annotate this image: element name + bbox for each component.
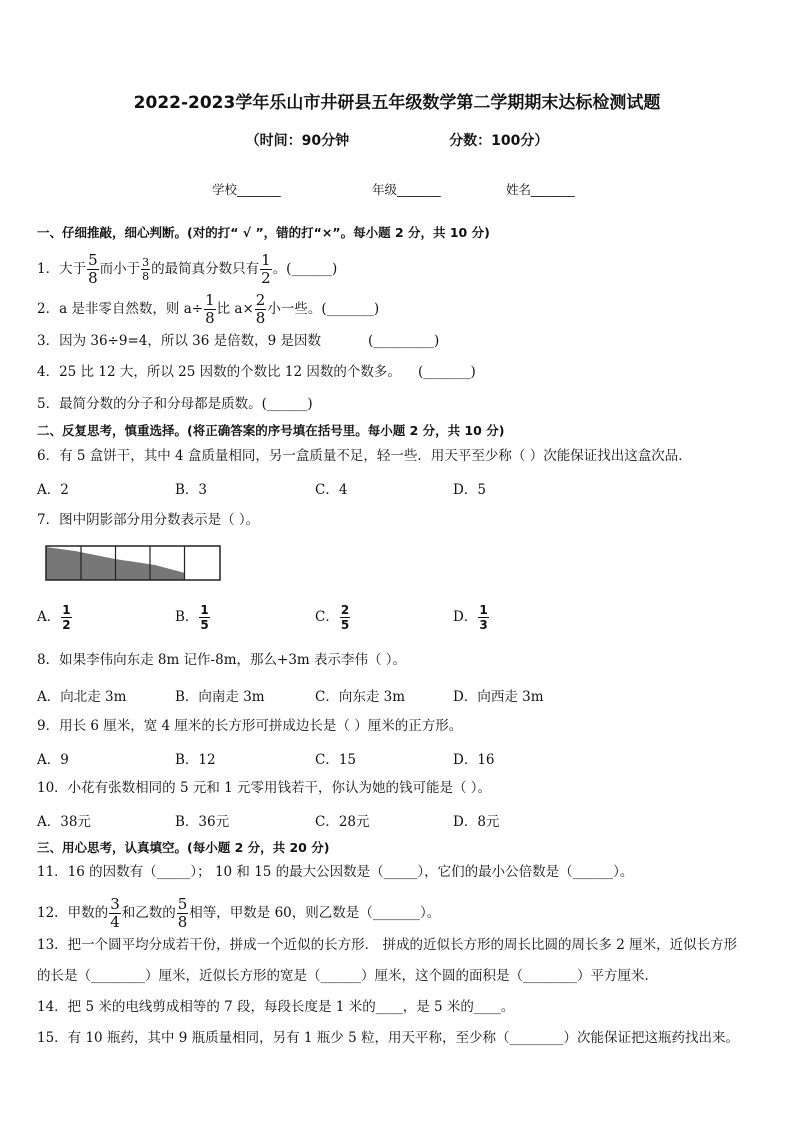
question-13-line-1: 13．把一个圆平均分成若干份，拼成一个近似的长方形． 拼成的近似长方形的周长比圆的周长多 2 厘米，近似长方形 — [37, 937, 738, 953]
q8-option-c: C．向东走 3m — [315, 689, 406, 705]
question-7: 7．图中阴影部分用分数表示是（ ）。 — [37, 512, 260, 528]
question-4: 4．25 比 12 大，所以 25 因数的个数比 12 因数的个数多。 — [37, 364, 401, 380]
grade-field: 年级_______ — [372, 182, 441, 197]
q10-option-b: B．36元 — [175, 814, 230, 830]
fraction: $\frac{1}{3}$ — [479, 603, 488, 632]
question-11: 11．16 的因数有（_____）； 10 和 15 的最大公因数是（_____），它们的最小公倍数是（______）。 — [37, 864, 634, 880]
q9-option-c: C．15 — [315, 752, 357, 768]
question-14: 14．把 5 米的电线剪成相等的 7 段，每段长度是 1 米的____，是 5 米的____。 — [37, 999, 515, 1015]
question-6: 6．有 5 盒饼干，其中 4 盒质量相同，另一盒质量不足，轻一些．用天平至少称（ ）次能保证找出这盒次品． — [37, 448, 692, 464]
fraction: $\frac{1}{5}$ — [200, 603, 209, 632]
fraction: $\frac{3}{4}$ — [110, 895, 120, 931]
name-field: 姓名_______ — [506, 182, 575, 197]
q10-option-d: D．8元 — [453, 814, 500, 830]
section-1-heading: 一、仔细推敲，细心判断。(对的打“ √ ”，错的打“×”。每小题 2 分，共 10 分) — [37, 225, 490, 240]
fraction: $\frac{1}{2}$ — [62, 603, 71, 632]
q6-option-d: D．5 — [453, 482, 486, 498]
q8-option-b: B．向南走 3m — [175, 689, 265, 705]
shaded-strip-figure — [45, 545, 221, 581]
q9-option-d: D．16 — [453, 752, 495, 768]
school-field: 学校_______ — [212, 182, 281, 197]
q6-option-b: B．3 — [175, 482, 208, 498]
fraction: $\frac{3}{8}$ — [142, 256, 150, 283]
exam-subtitle — [0, 130, 794, 150]
section-2-heading: 二、反复思考，慎重选择。(将正确答案的序号填在括号里。每小题 2 分，共 10 分) — [37, 423, 505, 438]
q8-option-d: D．向西走 3m — [453, 689, 544, 705]
question-5: 5．最简分数的分子和分母都是质数。(______) — [37, 396, 313, 412]
question-3-answer-blank: (_________) — [368, 333, 440, 349]
question-2: 2．a 是非零自然数，则 a÷ $\frac{1}{8}$ 比 a× $\frac{2}{8}$ 小一些。(_______) — [37, 291, 380, 327]
question-9: 9．用长 6 厘米，宽 4 厘米的长方形可拼成边长是（ ）厘米的正方形。 — [37, 718, 463, 734]
fraction: $\frac{2}{8}$ — [255, 291, 266, 327]
fraction: $\frac{1}{2}$ — [261, 251, 271, 287]
q9-option-a: A．9 — [37, 752, 69, 768]
fraction: $\frac{2}{5}$ — [340, 603, 350, 632]
q7-option-a: A． $\frac{1}{2}$ — [37, 603, 71, 632]
page-title: 2022-2023学年乐山市井研县五年级数学第二学期期末达标检测试题 — [133, 93, 661, 113]
question-12: 12．甲数的 $\frac{3}{4}$ 和乙数的 $\frac{5}{8}$ 相等，甲数是 60，则乙数是（_______）。 — [37, 895, 441, 931]
question-1: 1．大于 $\frac{5}{8}$ 而小于 $\frac{3}{8}$ 的最简真分数只有 $\frac{1}{2}$ 。(______) — [37, 251, 338, 287]
exam-time: （时间：90分钟 — [245, 133, 350, 149]
question-3: 3．因为 36÷9=4，所以 36 是倍数，9 是因数 — [37, 333, 322, 349]
q10-option-c: C．28元 — [315, 814, 370, 830]
q6-option-c: C．4 — [315, 482, 348, 498]
question-10: 10．小花有张数相同的 5 元和 1 元零用钱若干，你认为她的钱可能是（ ）。 — [37, 780, 492, 796]
section-3-heading: 三、用心思考，认真填空。(每小题 2 分，共 20 分) — [37, 840, 330, 855]
q7-option-d: D． $\frac{1}{3}$ — [453, 603, 488, 632]
q9-option-b: B．12 — [175, 752, 216, 768]
question-4-answer-blank: (_______) — [418, 364, 476, 380]
q7-option-b: B． $\frac{1}{5}$ — [175, 603, 209, 632]
question-13-line-2: 的长是（________）厘米，近似长方形的宽是（______）厘米，这个圆的面积是（________）平方厘米． — [37, 968, 658, 984]
fraction: $\frac{5}{8}$ — [177, 895, 188, 931]
fraction: $\frac{1}{8}$ — [205, 291, 215, 327]
q10-option-a: A．38元 — [37, 814, 91, 830]
fraction: $\frac{5}{8}$ — [88, 251, 98, 287]
exam-score: 分数：100分） — [449, 133, 549, 149]
q7-option-c: C． $\frac{2}{5}$ — [315, 603, 350, 632]
q6-option-a: A．2 — [37, 482, 69, 498]
question-15: 15．有 10 瓶药，其中 9 瓶质量相同，另有 1 瓶少 5 粒，用天平称，至少称（________）次能保证把这瓶药找出来。 — [37, 1030, 739, 1046]
question-8: 8．如果李伟向东走 8m 记作-8m，那么+3m 表示李伟（ ）。 — [37, 652, 407, 668]
q8-option-a: A．向北走 3m — [37, 689, 127, 705]
